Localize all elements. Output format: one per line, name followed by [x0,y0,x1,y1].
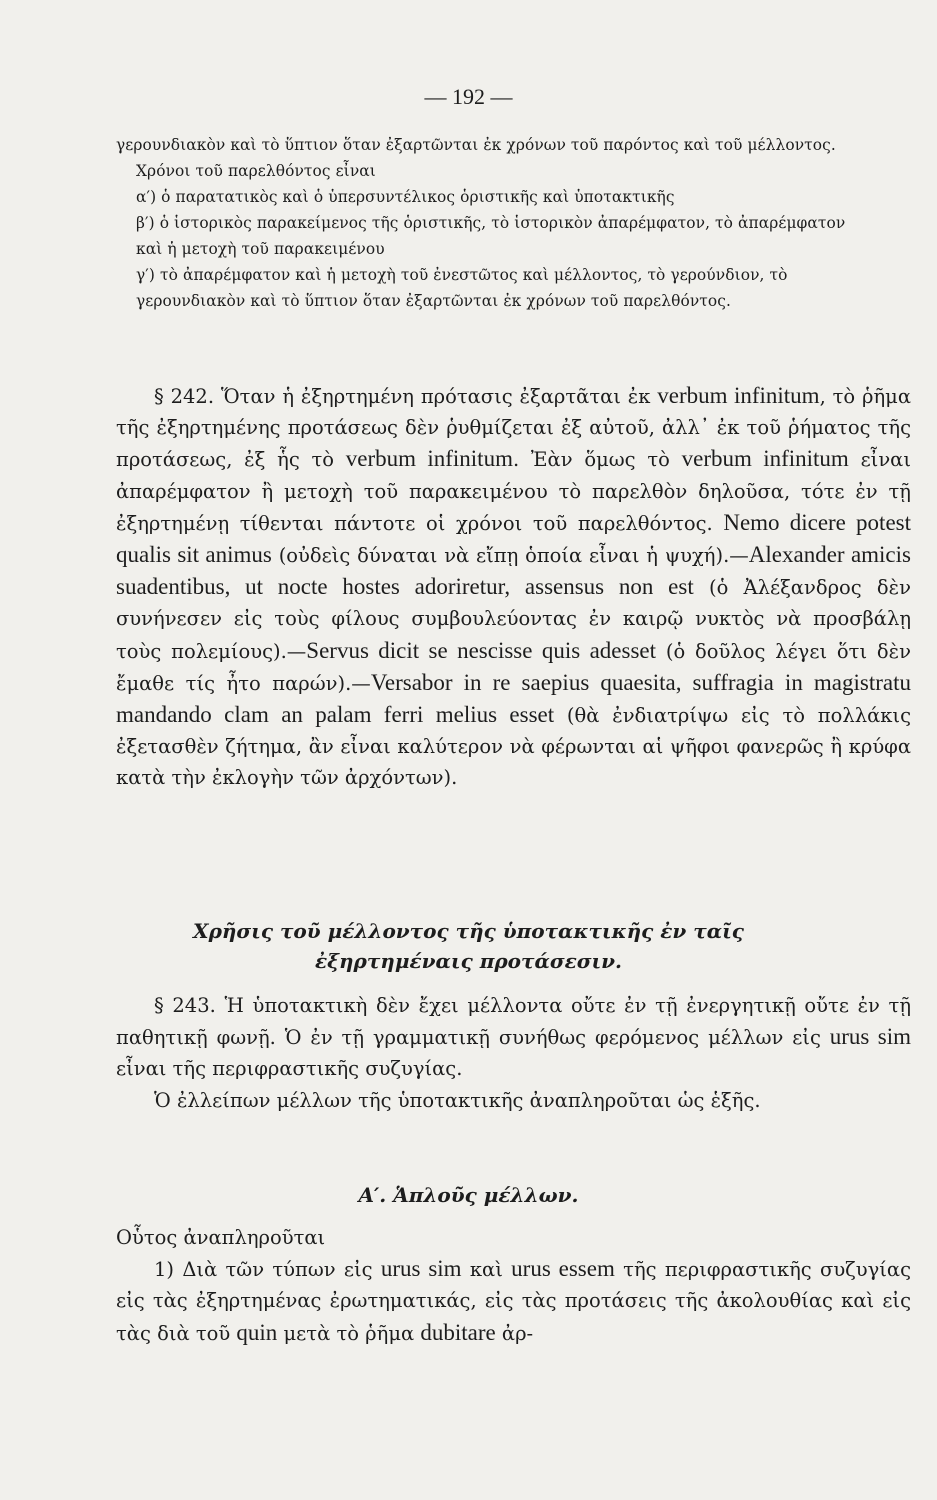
past-tenses-intro: Χρόνοι τοῦ παρελθόντος εἶναι [136,162,376,180]
latin-text: verbum infinitum [345,446,513,472]
latin-text: quin [236,1319,278,1345]
latin-text: urus essem [511,1256,615,1282]
section-243-second-paragraph: Ὁ ἐλλείπων μέλλων τῆς ὑποτακτικῆς ἀναπληροῦται ὡς ἑξῆς. [154,1088,761,1112]
latin-example: Versabor in re saepius quaesita, suffragia in magistratu mandando clam an palam ferri melius esset [116,669,911,728]
latin-text: urus sim [380,1256,462,1282]
section-243 [116,990,911,1116]
latin-example: Nemo dicere potest qualis sit animus [116,509,911,568]
tense-list-block [116,132,851,314]
latin-text: dubitare [420,1319,496,1345]
latin-text: verbum infinitum [681,446,849,472]
latin-example: Servus dicit se nescisse quis adesset [306,637,657,663]
section-243-paragraph: § 243. Ἡ ὑποτακτικὴ δὲν ἔχει μέλλοντα οὔτε ἐν τῇ ἐνεργητικῇ οὔτε ἐν τῇ παθητικῇ φωνῇ. Ὁ ἐν τῇ γραμματικῇ συνήθως φερόμενος μέλλων εἰς urus sim εἶναι τῆς περιφραστικῆς συζυγίας. [116,994,911,1081]
list-item-c: γ′) τὸ ἀπαρέμφατον καὶ ἡ μετοχὴ τοῦ ἐνεστῶτος καὶ μέλλοντος, τὸ γερούνδιον, τὸ γερουνδιακὸν καὶ τὸ ὕπτιον ὅταν ἐξαρτῶνται ἐκ χρόνων τοῦ παρελθόντος. [136,266,788,310]
section-heading-future-subjunctive: Χρῆσις τοῦ μέλλοντος τῆς ὑποτακτικῆς ἐν ταῖς ἐξηρτημέναις προτάσεσιν. [193,919,744,973]
continuation-paragraph: γερουνδιακὸν καὶ τὸ ὕπτιον ὅταν ἐξαρτῶνται ἐκ χρόνων τοῦ παρόντος καὶ τοῦ μέλλοντος. [116,136,836,154]
simple-future-section [116,1222,911,1349]
latin-text: urus sim [829,1024,911,1050]
intro-line: Οὗτος ἀναπληροῦται [116,1226,326,1249]
section-242-paragraph: § 242. Ὅταν ἡ ἐξηρτημένη πρότασις ἐξαρτᾶται ἐκ verbum infinitum, τὸ ῥῆμα τῆς ἐξηρτημένης προτάσεως δὲν ῥυθμίζεται ἐξ αὐτοῦ, ἀλλ᾽ ἐκ τοῦ ῥήματος τῆς προτάσεως, ἐξ ἧς τὸ verbum infinitum. Ἐὰν ὅμως τὸ verbum infinitum εἶναι ἀπαρέμφατον ἢ μετοχὴ τοῦ παρακειμένου τὸ παρελθὸν δηλοῦσα, τότε ἐν τῇ ἐξηρτημένῃ τίθενται πάντοτε οἱ χρόνοι τοῦ παρελθόντος. Nemo dicere potest qualis sit animus (οὐδεὶς δύναται νὰ εἴπῃ ὁποία εἶναι ἡ ψυχή).—Alexander amicis suadentibus, ut nocte hostes adoriretur, assensus non est (ὁ Ἀλέξανδρος δὲν συνήνεσεν εἰς τοὺς φίλους συμβουλεύοντας ἐν καιρῷ νυκτὸς νὰ προσβάλῃ τοὺς πολεμίους).—Servus dicit se nescisse quis adesset (ὁ δοῦλος λέγει ὅτι δὲν ἔμαθε τίς ἦτο παρών).—Versabor in re saepius quaesita, suffragia in magistratu mandando clam an palam ferri melius esset (θὰ ἐνδιατρίψω εἰς τὸ πολλάκις ἐξετασθὲν ζήτημα, ἂν εἶναι καλύτερον νὰ φέρωνται αἱ ψῆφοι φανερῶς ἢ κρύφα κατὰ τὴν ἐκλογὴν τῶν ἀρχόντων). [116,383,911,790]
rule-1-paragraph: 1) Διὰ τῶν τύπων εἰς urus sim καὶ urus essem τῆς περιφραστικῆς συζυγίας εἰς τὰς ἐξηρτημένας ἐρωτηματικάς, εἰς τὰς προτάσεις τῆς ἀκολουθίας καὶ εἰς τὰς διὰ τοῦ quin μετὰ τὸ ῥῆμα dubitare ἀρ- [116,1256,911,1345]
list-item-a: α′) ὁ παρατατικὸς καὶ ὁ ὑπερσυντέλικος ὁριστικῆς καὶ ὑποτακτικῆς [136,188,675,206]
latin-text: verbum infinitum [657,383,820,408]
latin-example: Alexander amicis suadentibus, ut nocte hostes adoriretur, assensus non est [116,542,911,600]
subheading-simple-future: Α′. Ἁπλοῦς μέλλων. [358,1183,579,1207]
page-number: — 192 — [424,84,513,109]
list-item-b: β′) ὁ ἱστορικὸς παρακείμενος τῆς ὁριστικῆς, τὸ ἱστορικὸν ἀπαρέμφατον, τὸ ἀπαρέμφατον καὶ ἡ μετοχὴ τοῦ παρακειμένου [136,214,846,258]
section-242 [116,380,911,794]
